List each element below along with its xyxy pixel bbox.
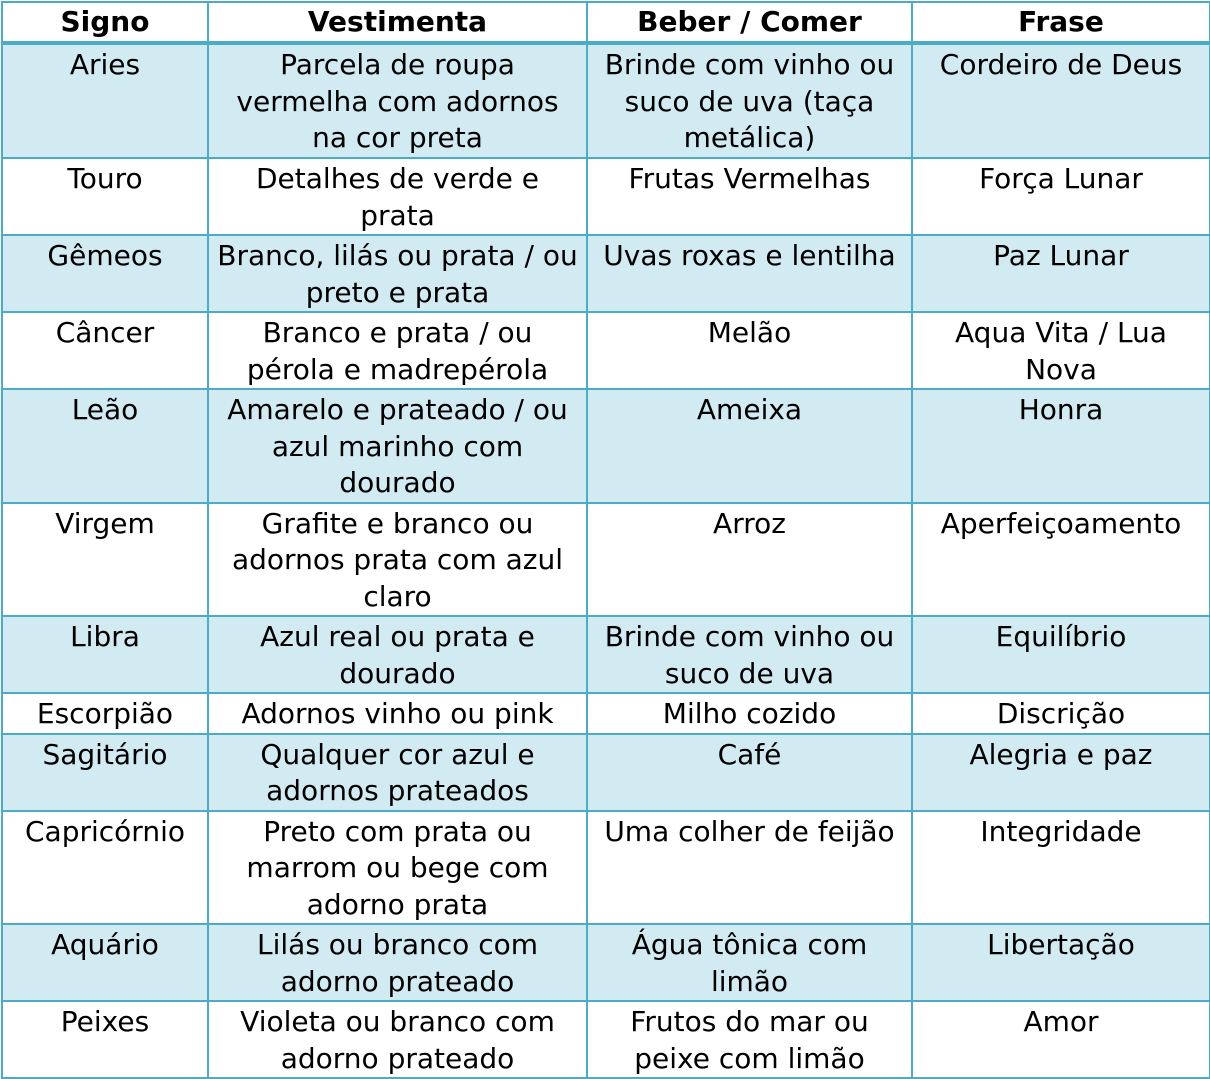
cell-beber-comer: Uvas roxas e lentilha: [587, 235, 912, 312]
table-row: [2, 503, 1210, 617]
cell-signo: Sagitário: [2, 734, 208, 811]
cell-signo: Peixes: [2, 1001, 208, 1078]
cell-beber-comer: Brinde com vinho ou suco de uva: [587, 616, 912, 693]
cell-vestimenta: Amarelo e prateado / ou azul marinho com dourado: [208, 389, 587, 503]
cell-frase: Libertação: [912, 924, 1210, 1001]
cell-signo: Aries: [2, 43, 208, 158]
cell-signo: Capricórnio: [2, 811, 208, 925]
cell-beber-comer: Café: [587, 734, 912, 811]
cell-beber-comer: Milho cozido: [587, 693, 912, 734]
cell-frase: Honra: [912, 389, 1210, 503]
cell-frase: Aqua Vita / Lua Nova: [912, 312, 1210, 389]
cell-signo: Virgem: [2, 503, 208, 617]
cell-signo: Leão: [2, 389, 208, 503]
cell-frase: Cordeiro de Deus: [912, 43, 1210, 158]
cell-vestimenta: Qualquer cor azul e adornos prateados: [208, 734, 587, 811]
cell-vestimenta: Branco e prata / ou pérola e madrepérola: [208, 312, 587, 389]
cell-signo: Escorpião: [2, 693, 208, 734]
cell-signo: Libra: [2, 616, 208, 693]
table-row: [2, 811, 1210, 925]
table-row: [2, 734, 1210, 811]
cell-beber-comer: Brinde com vinho ou suco de uva (taça metálica): [587, 43, 912, 158]
cell-beber-comer: Arroz: [587, 503, 912, 617]
cell-vestimenta: Branco, lilás ou prata / ou preto e prata: [208, 235, 587, 312]
cell-beber-comer: Frutos do mar ou peixe com limão: [587, 1001, 912, 1078]
cell-frase: Integridade: [912, 811, 1210, 925]
cell-frase: Equilíbrio: [912, 616, 1210, 693]
cell-beber-comer: Água tônica com limão: [587, 924, 912, 1001]
table-row: [2, 43, 1210, 158]
cell-frase: Força Lunar: [912, 158, 1210, 235]
table-row: [2, 924, 1210, 1001]
cell-beber-comer: Frutas Vermelhas: [587, 158, 912, 235]
header-signo: Signo: [2, 2, 208, 43]
cell-frase: Alegria e paz: [912, 734, 1210, 811]
header-vestimenta: Vestimenta: [208, 2, 587, 43]
table-row: [2, 312, 1210, 389]
cell-beber-comer: Melão: [587, 312, 912, 389]
cell-vestimenta: Parcela de roupa vermelha com adornos na cor preta: [208, 43, 587, 158]
cell-signo: Câncer: [2, 312, 208, 389]
cell-frase: Amor: [912, 1001, 1210, 1078]
cell-beber-comer: Uma colher de feijão: [587, 811, 912, 925]
cell-signo: Touro: [2, 158, 208, 235]
cell-vestimenta: Grafite e branco ou adornos prata com azul claro: [208, 503, 587, 617]
cell-vestimenta: Adornos vinho ou pink: [208, 693, 587, 734]
table-row: [2, 1001, 1210, 1078]
cell-beber-comer: Ameixa: [587, 389, 912, 503]
table-row: [2, 389, 1210, 503]
header-beber-comer: Beber / Comer: [587, 2, 912, 43]
header-frase: Frase: [912, 2, 1210, 43]
table-row: [2, 616, 1210, 693]
cell-vestimenta: Lilás ou branco com adorno prateado: [208, 924, 587, 1001]
table-row: [2, 693, 1210, 734]
cell-frase: Discrição: [912, 693, 1210, 734]
header-row: [2, 2, 1210, 43]
cell-vestimenta: Azul real ou prata e dourado: [208, 616, 587, 693]
cell-vestimenta: Violeta ou branco com adorno prateado: [208, 1001, 587, 1078]
table-row: [2, 235, 1210, 312]
cell-vestimenta: Preto com prata ou marrom ou bege com adorno prata: [208, 811, 587, 925]
cell-frase: Aperfeiçoamento: [912, 503, 1210, 617]
zodiac-table: [1, 1, 1210, 1079]
cell-vestimenta: Detalhes de verde e prata: [208, 158, 587, 235]
cell-signo: Aquário: [2, 924, 208, 1001]
cell-frase: Paz Lunar: [912, 235, 1210, 312]
table-row: [2, 158, 1210, 235]
cell-signo: Gêmeos: [2, 235, 208, 312]
